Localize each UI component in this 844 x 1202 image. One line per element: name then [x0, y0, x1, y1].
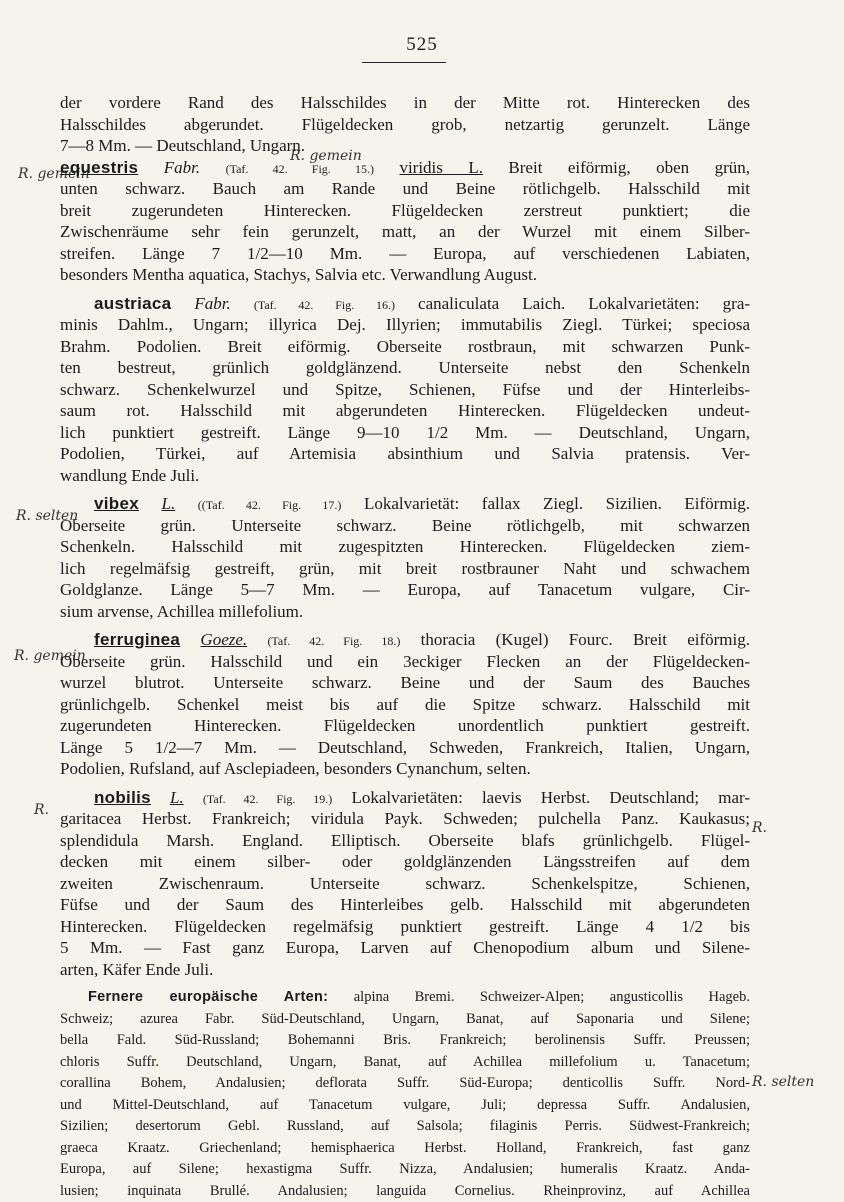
plate-reference: (Taf. 42. Fig. 15.): [226, 162, 374, 176]
text-line: decken mit einem silber- oder goldglänzenden Längsstreifen auf dem: [60, 851, 750, 873]
handwritten-annotation: R.: [34, 802, 49, 818]
species-author: Goeze.: [200, 630, 247, 649]
text-line: Oberseite grün. Halsschild und ein 3eckiger Flecken an der Flügeldecken-: [60, 651, 750, 673]
species-name: equestris: [60, 158, 138, 177]
species-entry-vibex: [60, 493, 750, 515]
text-line: lich punktiert gestreift. Länge 9—10 1/2 Mm. — Deutschland, Ungarn,: [60, 422, 750, 444]
plate-reference: (Taf. 42. Fig. 16.): [254, 298, 395, 312]
text-line: Halsschildes abgerundet. Flügeldecken grob, netzartig gerunzelt. Länge: [60, 114, 750, 136]
further-species-heading-line: [60, 987, 750, 1009]
handwritten-annotation: R. gemein: [290, 148, 362, 164]
species-author: Fabr.: [164, 158, 200, 177]
text-line: Europa, auf Silene; hexastigma Suffr. Nizza, Andalusien; humeralis Kraatz. Anda-: [60, 1159, 750, 1181]
text-line: unten schwarz. Bauch am Rande und Beine rötlichgelb. Halsschild mit: [60, 178, 750, 200]
text-line: Oberseite grün. Unterseite schwarz. Beine rötlichgelb, mit schwarzen: [60, 515, 750, 537]
text-line: zugerundeten Hinterecken. Flügeldecken unordentlich punktiert gestreift.: [60, 715, 750, 737]
text-line: schwarz. Schenkelwurzel und Spitze, Schienen, Füfse und der Hinterleibs-: [60, 379, 750, 401]
synonym: viridis L.: [399, 158, 483, 177]
species-entry-austriaca: [60, 293, 750, 315]
text-span: Lokalvarietät: fallax Ziegl. Sizilien. Eiförmig.: [364, 494, 750, 513]
text-span: Lokalvarietäten: laevis Herbst. Deutschland; mar-: [351, 788, 750, 807]
text-line: splendidula Marsh. England. Elliptisch. Oberseite blafs grünlichgelb. Flügel-: [60, 830, 750, 852]
text-line: garitacea Herbst. Frankreich; viridula Payk. Schweden; pulchella Panz. Kaukasus;: [60, 808, 750, 830]
text-line: bella Fald. Süd-Russland; Bohemanni Bris. Frankreich; berolinensis Suffr. Preussen;: [60, 1030, 750, 1052]
text-line: lich regelmäfsig gestreift, grün, mit breit rostbrauner Naht und schwachem: [60, 558, 750, 580]
handwritten-annotation: R. gemein: [18, 166, 90, 182]
text-line: minis Dahlm., Ungarn; illyrica Dej. Illyrien; immutabilis Ziegl. Türkei; speciosa: [60, 314, 750, 336]
page-number-rule: [362, 62, 446, 63]
text-body: [60, 92, 750, 1202]
text-span: alpina Bremi. Schweizer-Alpen; angusticollis Hageb.: [354, 989, 750, 1005]
text-line: lusien; inquinata Brullé. Andalusien; languida Cornelius. Rheinprovinz, auf Achillea: [60, 1181, 750, 1202]
text-line: chloris Suffr. Deutschland, Ungarn, Banat, auf Achillea millefolium u. Tanacetum;: [60, 1052, 750, 1074]
text-line: ten bestreut, grünlich goldglänzend. Unterseite nebst den Schenkeln: [60, 357, 750, 379]
species-entry-ferruginea: [60, 629, 750, 651]
text-line: der vordere Rand des Halsschildes in der Mitte rot. Hinterecken des: [60, 92, 750, 114]
text-line: Hinterecken. Flügeldecken regelmäfsig punktiert gestreift. Länge 4 1/2 bis: [60, 916, 750, 938]
species-entry-equestris: [60, 157, 750, 179]
text-line: und Mittel-Deutschland, auf Tanacetum vulgare, Juli; depressa Suffr. Andalusien,: [60, 1095, 750, 1117]
handwritten-annotation: R. gemein: [14, 648, 86, 664]
text-line: 5 Mm. — Fast ganz Europa, Larven auf Chenopodium album und Silene-: [60, 937, 750, 959]
text-line: wurzel blutrot. Unterseite schwarz. Beine und der Saum des Bauches: [60, 672, 750, 694]
text-line: corallina Bohem, Andalusien; deflorata Suffr. Süd-Europa; denticollis Suffr. Nord-: [60, 1073, 750, 1095]
handwritten-annotation: R. selten: [16, 508, 78, 524]
species-author: L.: [170, 788, 184, 807]
handwritten-annotation: R. selten: [752, 1074, 814, 1090]
text-span: canaliculata Laich. Lokalvarietäten: gra-: [418, 294, 750, 313]
species-entry-nobilis: [60, 787, 750, 809]
text-line: Länge 5 1/2—7 Mm. — Deutschland, Schweden, Frankreich, Italien, Ungarn,: [60, 737, 750, 759]
text-span: Breit eiförmig, oben grün,: [508, 158, 750, 177]
further-species-heading: Fernere europäische Arten:: [88, 989, 328, 1005]
species-name: ferruginea: [94, 630, 180, 649]
plate-reference: (Taf. 42. Fig. 18.): [267, 634, 400, 648]
text-line: Schweiz; azurea Fabr. Süd-Deutschland, Ungarn, Banat, auf Saponaria und Silene;: [60, 1009, 750, 1031]
species-author: L.: [162, 494, 176, 513]
species-name: austriaca: [94, 294, 171, 313]
text-line: 7—8 Mm. — Deutschland, Ungarn.: [60, 135, 750, 157]
species-name: vibex: [94, 494, 139, 513]
text-line: breit zugerundeten Hinterecken. Flügeldecken zerstreut punktiert; die: [60, 200, 750, 222]
handwritten-annotation: R.: [752, 820, 767, 836]
text-line: wandlung Ende Juli.: [60, 465, 750, 487]
text-line: Podolien, Rufsland, auf Asclepiadeen, besonders Cynanchum, selten.: [60, 758, 750, 780]
text-line: besonders Mentha aquatica, Stachys, Salvia etc. Verwandlung August.: [60, 264, 750, 286]
text-line: arten, Käfer Ende Juli.: [60, 959, 750, 981]
text-line: Goldglanze. Länge 5—7 Mm. — Europa, auf Tanacetum vulgare, Cir-: [60, 579, 750, 601]
plate-reference: (Taf. 42. Fig. 19.): [203, 792, 332, 806]
text-span: thoracia (Kugel) Fourc. Breit eiförmig.: [421, 630, 750, 649]
text-line: saum rot. Halsschild mit abgerundeten Hinterecken. Flügeldecken undeut-: [60, 400, 750, 422]
text-line: Zwischenräume sehr fein gerunzelt, matt, an der Wurzel mit einem Silber-: [60, 221, 750, 243]
text-line: Füfse und der Saum des Hinterleibes gelb. Halsschild mit abgerundeten: [60, 894, 750, 916]
text-line: Podolien, Türkei, auf Artemisia absinthium und Salvia pratensis. Ver-: [60, 443, 750, 465]
text-line: grünlichgelb. Schenkel meist bis auf die Spitze schwarz. Halsschild mit: [60, 694, 750, 716]
species-name: nobilis: [94, 788, 151, 807]
species-author: Fabr.: [194, 294, 230, 313]
text-line: graeca Kraatz. Griechenland; hemisphaerica Herbst. Holland, Frankreich, fast ganz: [60, 1138, 750, 1160]
text-line: zweiten Zwischenraum. Unterseite schwarz. Schenkelspitze, Schienen,: [60, 873, 750, 895]
text-line: Schenkeln. Halsschild mit zugespitzten Hinterecken. Flügeldecken ziem-: [60, 536, 750, 558]
text-line: Brahm. Podolien. Breit eiförmig. Oberseite rostbraun, mit schwarzen Punk-: [60, 336, 750, 358]
text-line: sium arvense, Achillea millefolium.: [60, 601, 750, 623]
page-number: 525: [0, 34, 844, 56]
plate-reference: ((Taf. 42. Fig. 17.): [198, 498, 342, 512]
text-line: streifen. Länge 7 1/2—10 Mm. — Europa, auf verschiedenen Labiaten,: [60, 243, 750, 265]
text-line: Sizilien; desertorum Gebl. Russland, auf Salsola; filaginis Perris. Südwest-Frankreich;: [60, 1116, 750, 1138]
